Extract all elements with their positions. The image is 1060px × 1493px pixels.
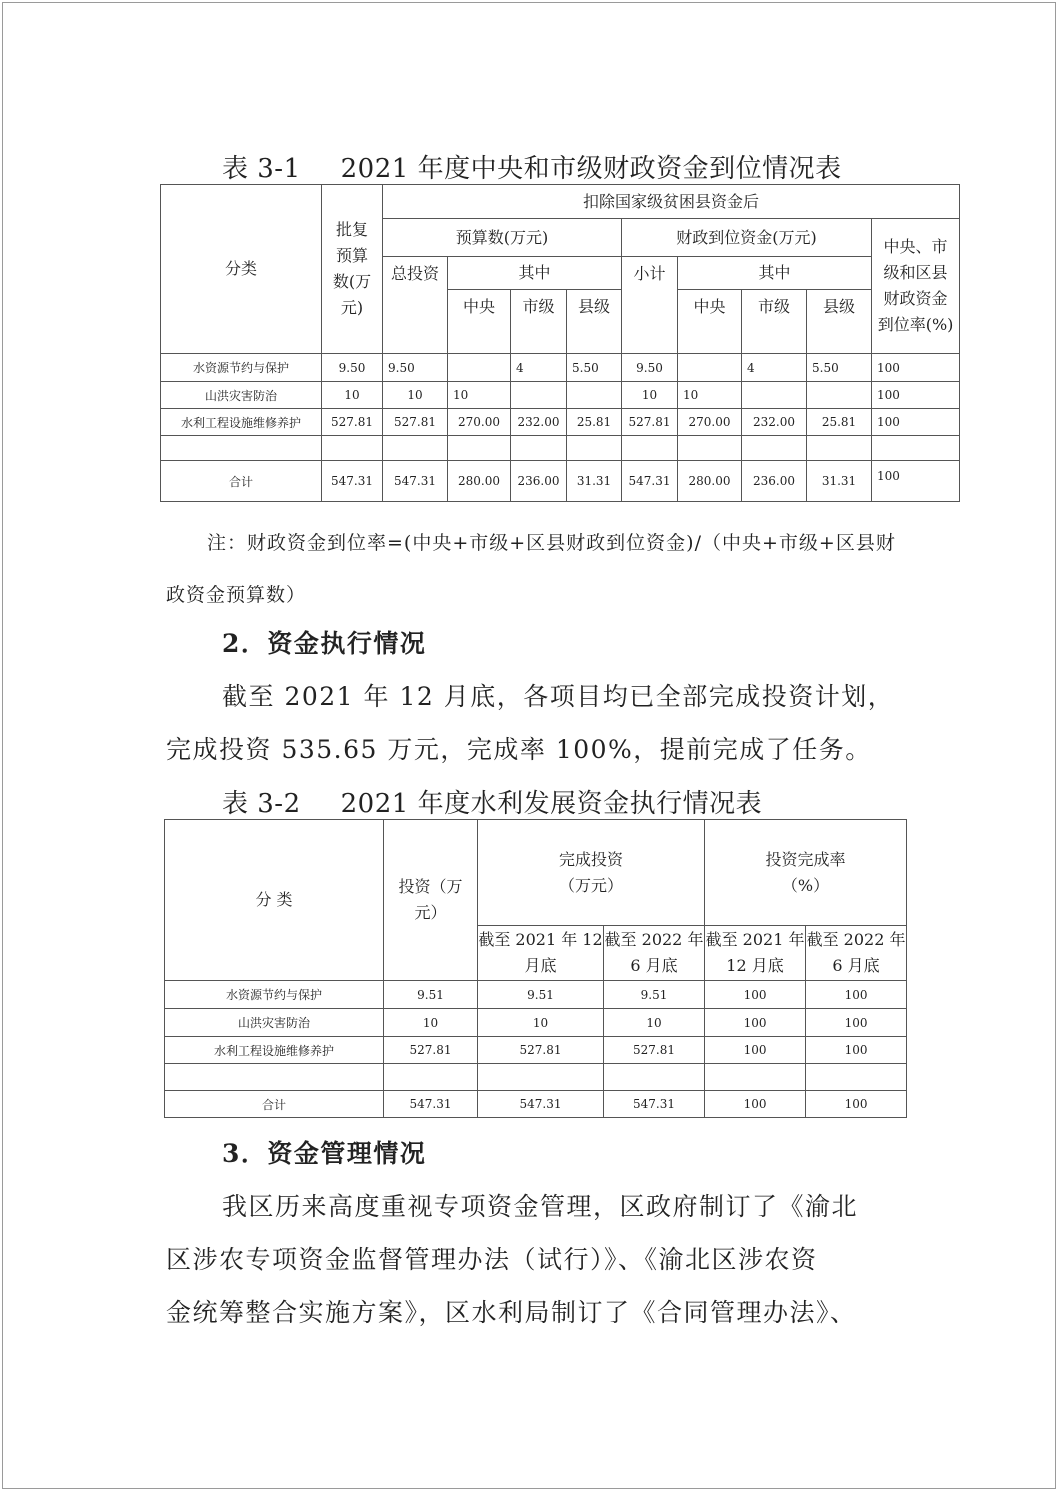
table-row <box>165 1037 907 1064</box>
table-cell <box>567 382 622 409</box>
table-cell: 水资源节约与保护 <box>165 981 384 1009</box>
section-heading-funds-management: 3．资金管理情况 <box>222 1139 427 1168</box>
table-cell: 9.50 <box>322 354 383 382</box>
table-cell <box>567 436 622 461</box>
table-cell: 10 <box>383 382 448 409</box>
table-cell: 270.00 <box>678 409 742 436</box>
col-header-category: 分类 <box>161 185 322 354</box>
table-row-empty <box>165 1064 907 1091</box>
table-cell: 100 <box>872 354 960 382</box>
table-cell: 合计 <box>161 461 322 502</box>
col-header-budget-group: 预算数(万元) <box>383 219 622 257</box>
table-cell: 270.00 <box>448 409 511 436</box>
table-cell: 9.50 <box>622 354 678 382</box>
col-header-county-fiscal: 县级 <box>807 290 872 354</box>
table-cell: 31.31 <box>807 461 872 502</box>
table-cell: 9.51 <box>478 981 604 1009</box>
table-cell: 10 <box>678 382 742 409</box>
col-header-arrival-rate: 中央、市级和区县财政资金到位率(%) <box>872 219 960 354</box>
table-cell: 100 <box>806 1091 907 1118</box>
table-cell: 100 <box>806 1009 907 1037</box>
table-cell: 232.00 <box>511 409 567 436</box>
table-cell: 232.00 <box>742 409 807 436</box>
table-cell: 5.50 <box>807 354 872 382</box>
table-cell: 10 <box>604 1009 705 1037</box>
table-cell <box>383 436 448 461</box>
funds-arrival-table <box>160 184 960 502</box>
col-header-county-budget: 县级 <box>567 290 622 354</box>
table-cell <box>448 436 511 461</box>
table2-caption-number: 表 3-2 <box>222 789 301 819</box>
table-cell: 100 <box>872 409 960 436</box>
paragraph-line: 截至 2021 年 12 月底，各项目均已全部完成投资计划， <box>222 682 895 711</box>
table-cell: 25.81 <box>807 409 872 436</box>
table-cell: 547.31 <box>604 1091 705 1118</box>
table-cell: 280.00 <box>448 461 511 502</box>
table-cell <box>511 436 567 461</box>
table-row-total <box>161 461 960 502</box>
table-cell: 水利工程设施维修养护 <box>165 1037 384 1064</box>
col-header-deduct-group: 扣除国家级贫困县资金后 <box>383 185 960 219</box>
table-cell: 9.51 <box>604 981 705 1009</box>
table-cell: 水利工程设施维修养护 <box>161 409 322 436</box>
table-cell: 100 <box>705 1091 806 1118</box>
table-cell: 100 <box>705 1037 806 1064</box>
table-cell: 100 <box>806 981 907 1009</box>
table-cell: 527.81 <box>384 1037 478 1064</box>
table-cell: 4 <box>742 354 807 382</box>
table-cell <box>322 436 383 461</box>
col-header-completed-2022: 截至 2022 年 6 月底 <box>604 926 705 981</box>
table-cell: 4 <box>511 354 567 382</box>
table-cell <box>742 382 807 409</box>
table-cell <box>165 1064 384 1091</box>
table-cell: 100 <box>806 1037 907 1064</box>
table-cell <box>742 436 807 461</box>
table-cell <box>448 354 511 382</box>
table-cell <box>806 1064 907 1091</box>
table1-caption <box>222 148 842 185</box>
table-cell <box>807 436 872 461</box>
table1-note-line2: 政资金预算数） <box>166 584 307 606</box>
table2-caption <box>222 783 762 820</box>
table-cell <box>678 354 742 382</box>
paragraph-line: 完成投资 535.65 万元，完成率 100%，提前完成了任务。 <box>166 735 872 764</box>
table-cell: 547.31 <box>383 461 448 502</box>
col-header-completed-2021: 截至 2021 年 12 月底 <box>478 926 604 981</box>
table-row <box>165 1009 907 1037</box>
col-header-completion-rate: 投资完成率（%） <box>705 820 907 926</box>
table-row <box>165 981 907 1009</box>
col-header-central-budget: 中央 <box>448 290 511 354</box>
table-cell: 合计 <box>165 1091 384 1118</box>
table-cell: 280.00 <box>678 461 742 502</box>
table-cell: 100 <box>705 1009 806 1037</box>
table-cell: 547.31 <box>622 461 678 502</box>
table-cell: 5.50 <box>567 354 622 382</box>
table-cell: 10 <box>448 382 511 409</box>
table-cell: 山洪灾害防治 <box>161 382 322 409</box>
col-header-investment: 投资（万元） <box>384 820 478 981</box>
table-cell: 水资源节约与保护 <box>161 354 322 382</box>
col-header-central-fiscal: 中央 <box>678 290 742 354</box>
table-cell: 10 <box>622 382 678 409</box>
col-header-completed-investment: 完成投资（万元） <box>478 820 705 926</box>
table-cell: 527.81 <box>622 409 678 436</box>
col-header-approved-budget: 批复预算数(万元) <box>322 185 383 354</box>
table-cell: 31.31 <box>567 461 622 502</box>
table-cell: 547.31 <box>384 1091 478 1118</box>
paragraph-line: 区涉农专项资金监督管理办法（试行）》、《渝北区涉农资 <box>166 1245 818 1274</box>
section-heading-funds-execution: 2．资金执行情况 <box>222 629 427 658</box>
table-row <box>161 354 960 382</box>
table-cell <box>622 436 678 461</box>
table-cell: 527.81 <box>383 409 448 436</box>
table-cell: 10 <box>478 1009 604 1037</box>
table2-caption-title: 2021 年度水利发展资金执行情况表 <box>340 789 763 819</box>
table-cell: 10 <box>384 1009 478 1037</box>
table1-caption-title: 2021 年度中央和市级财政资金到位情况表 <box>340 154 842 184</box>
table-cell: 527.81 <box>478 1037 604 1064</box>
col-header-city-budget: 市级 <box>511 290 567 354</box>
table-cell <box>678 436 742 461</box>
table-cell: 山洪灾害防治 <box>165 1009 384 1037</box>
col-header-of-which-fiscal: 其中 <box>678 257 872 290</box>
table-cell: 547.31 <box>322 461 383 502</box>
funds-execution-table <box>164 819 907 1118</box>
table-cell: 9.50 <box>383 354 448 382</box>
table-cell: 100 <box>872 382 960 409</box>
table-row-empty <box>161 436 960 461</box>
col-header-category: 分 类 <box>165 820 384 981</box>
table-cell <box>478 1064 604 1091</box>
table-row <box>161 382 960 409</box>
table-cell <box>511 382 567 409</box>
table-cell <box>384 1064 478 1091</box>
table-cell: 527.81 <box>322 409 383 436</box>
table-cell <box>807 382 872 409</box>
col-header-fiscal-group: 财政到位资金(万元) <box>622 219 872 257</box>
table-cell: 527.81 <box>604 1037 705 1064</box>
col-header-subtotal: 小计 <box>622 257 678 354</box>
table-cell <box>604 1064 705 1091</box>
col-header-rate-2022: 截至 2022 年 6 月底 <box>806 926 907 981</box>
table-cell <box>872 436 960 461</box>
table-cell: 547.31 <box>478 1091 604 1118</box>
table-row-total <box>165 1091 907 1118</box>
table-row <box>161 409 960 436</box>
table-cell: 236.00 <box>511 461 567 502</box>
table-cell: 9.51 <box>384 981 478 1009</box>
table-cell: 25.81 <box>567 409 622 436</box>
col-header-rate-2021: 截至 2021 年 12 月底 <box>705 926 806 981</box>
table-cell <box>161 436 322 461</box>
table-cell: 10 <box>322 382 383 409</box>
col-header-total-investment: 总投资 <box>383 257 448 354</box>
table-cell: 100 <box>872 461 960 502</box>
table-cell: 100 <box>705 981 806 1009</box>
col-header-city-fiscal: 市级 <box>742 290 807 354</box>
table1-caption-number: 表 3-1 <box>222 154 301 184</box>
table-cell: 236.00 <box>742 461 807 502</box>
table-cell <box>705 1064 806 1091</box>
col-header-of-which-budget: 其中 <box>448 257 622 290</box>
paragraph-line: 我区历来高度重视专项资金管理，区政府制订了《渝北 <box>222 1192 859 1221</box>
paragraph-line: 金统筹整合实施方案》，区水利局制订了《合同管理办法》、 <box>166 1298 857 1327</box>
table1-note-line1: 注：财政资金到位率=(中央+市级+区县财政到位资金)/（中央+市级+区县财 <box>207 532 896 554</box>
